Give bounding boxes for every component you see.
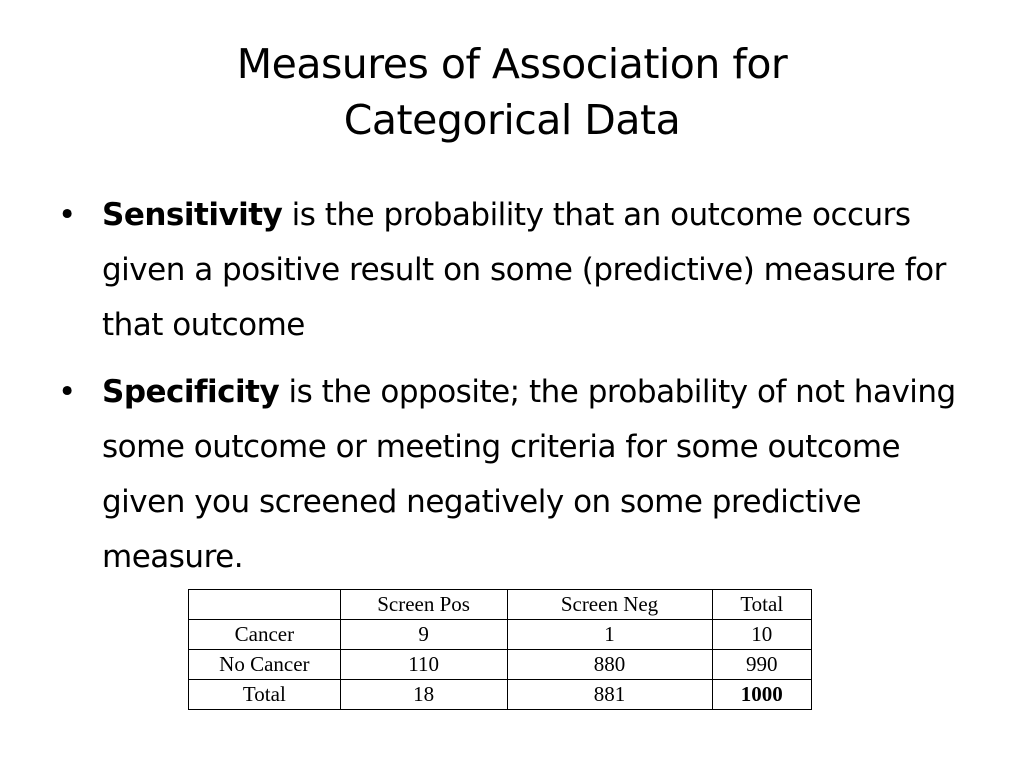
term-specificity: Specificity [102, 374, 280, 410]
table-header-row [189, 590, 812, 620]
title-line-1: Measures of Association for [236, 40, 788, 88]
slide-title [112, 36, 912, 148]
row-label-total: Total [189, 680, 341, 710]
term-sensitivity: Sensitivity [102, 197, 283, 233]
bullet-dot-icon: • [58, 374, 76, 410]
table-row [189, 680, 812, 710]
header-cell-screen-neg: Screen Neg [507, 590, 712, 620]
definition-sensitivity: is the probability that an outcome occurs given a positive result on some (predictive) measure for that outcome [102, 197, 946, 343]
table-cell: 18 [340, 680, 507, 710]
header-cell-empty [189, 590, 341, 620]
table-cell: 990 [712, 650, 812, 680]
table-cell: 880 [507, 650, 712, 680]
table-cell: 10 [712, 620, 812, 650]
table-cell: 110 [340, 650, 507, 680]
contingency-table [188, 589, 812, 710]
bullet-dot-icon: • [58, 197, 76, 233]
table-row [189, 620, 812, 650]
table-row [189, 650, 812, 680]
grand-total-cell: 1000 [712, 680, 812, 710]
header-cell-total: Total [712, 590, 812, 620]
row-label-cancer: Cancer [189, 620, 341, 650]
table-cell: 1 [507, 620, 712, 650]
title-line-2: Categorical Data [343, 96, 681, 144]
bullet-specificity [58, 365, 978, 585]
row-label-no-cancer: No Cancer [189, 650, 341, 680]
table-cell: 881 [507, 680, 712, 710]
header-cell-screen-pos: Screen Pos [340, 590, 507, 620]
definition-specificity: is the opposite; the probability of not having some outcome or meeting criteria for some outcome given you screened negatively on some predictive measure. [102, 374, 956, 575]
bullet-sensitivity [58, 188, 978, 353]
bullet-list [58, 188, 978, 585]
table-cell: 9 [340, 620, 507, 650]
